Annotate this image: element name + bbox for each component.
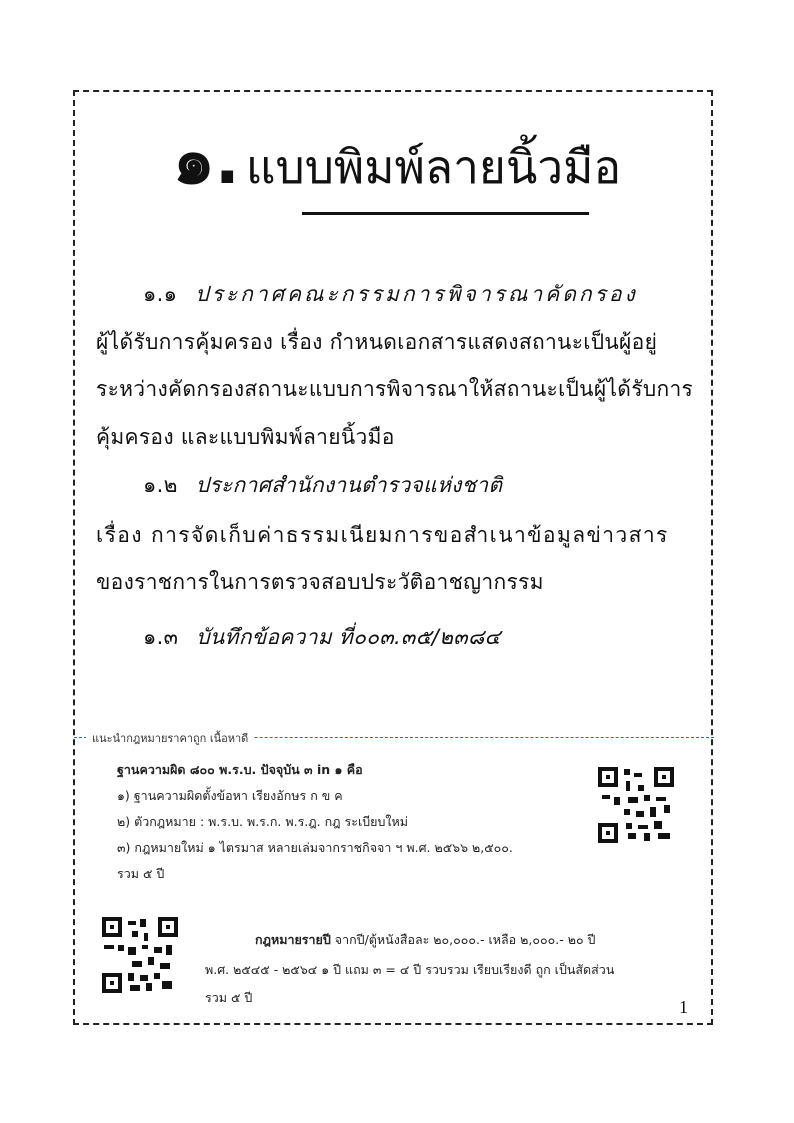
title-dot: . [214,122,240,199]
title-number: ๑ [172,121,215,199]
page-title [0,108,794,213]
item-2-line-1: ๑.๒ ประกาศสำนักงานตำรวจแห่งชาติ [143,473,503,497]
ad-list-item-1: ๑) ฐานความผิดตั้งข้อหา เรียงอักษร ก ข ค [117,788,343,803]
qr-code-icon[interactable] [598,767,674,843]
ad-yearly-line-3: รวม ๕ ปี [205,990,253,1005]
item-1-line-4: คุ้มครอง และแบบพิมพ์ลายนิ้วมือ [96,425,395,449]
ad-list-tail: รวม ๕ ปี [117,866,165,881]
item-2-line-2: เรื่อง การจัดเก็บค่าธรรมเนียมการขอสำเนาข้อมูลข่าวสาร [96,523,669,547]
item-2-number: ๑.๒ [143,473,178,497]
title-underline [302,212,589,215]
title-text: แบบพิมพ์ลายนิ้วมือ [245,140,622,194]
ad-list-item-2: ๒) ตัวกฎหมาย : พ.ร.บ. พ.ร.ก. พ.ร.ฎ. กฎ ระเบียบใหม่ [117,814,409,829]
item-3-line-1: ๑.๓ บันทึกข้อความ ที่๐๐๓.๓๕/๒๓๘๔ [143,625,501,649]
ad-header-label: แนะนำกฎหมายราคาถูก เนื้อหาดี [86,729,254,747]
item-1-number: ๑.๑ [143,282,178,306]
item-1-line-2: ผู้ได้รับการคุ้มครอง เรื่อง กำหนดเอกสารแสดงสถานะเป็นผู้อยู่ [96,330,658,354]
item-3-number: ๑.๓ [143,625,179,649]
ad-heading: ฐานความผิด ๘๐๐ พ.ร.บ. ปัจจุบัน ๓ in ๑ คือ [117,762,363,777]
item-1-line-1: ๑.๑ ประกาศคณะกรรมการพิจารณาคัดกรอง [143,282,638,306]
item-1-line-3: ระหว่างคัดกรองสถานะแบบการพิจารณาให้สถานะเป็นผู้ได้รับการ [96,377,694,401]
ad-yearly-line-2: พ.ศ. ๒๕๔๕ - ๒๕๖๔ ๑ ปี แถม ๓ = ๔ ปี รวบรวม เรียบเรียงดี ถูก เป็นสัดส่วน [205,962,615,977]
ad-list-item-3: ๓) กฎหมายใหม่ ๑ ไตรมาส หลายเล่มจากราชกิจจา ฯ พ.ศ. ๒๕๖๖ ๒,๕๐๐. [117,840,513,855]
ad-yearly-line-1: กฎหมายรายปี จากปี/ตู้หนังสือละ ๒๐,๐๐๐.- เหลือ ๒,๐๐๐.- ๒๐ ปี [255,932,596,947]
qr-code-icon[interactable] [102,917,178,993]
page-frame [73,90,713,1025]
item-2-line-3: ของราชการในการตรวจสอบประวัติอาชญากรรม [96,570,544,594]
page-number: 1 [679,997,688,1017]
